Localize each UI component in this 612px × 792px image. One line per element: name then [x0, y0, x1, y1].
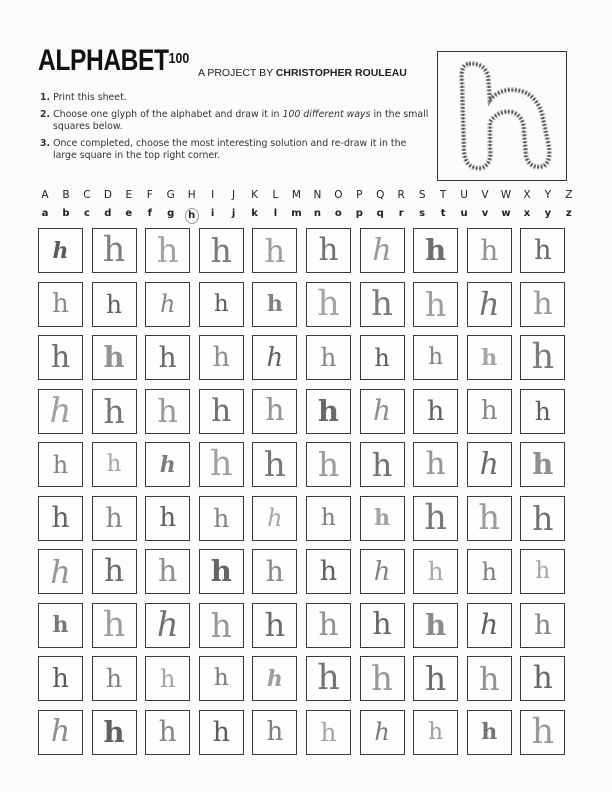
hand-drawn-h-icon: h [480, 233, 499, 267]
drawing-cell [520, 389, 565, 434]
hand-drawn-h-icon: h [532, 498, 554, 538]
letter-A: A [41, 189, 49, 201]
hand-drawn-h-icon: h [428, 344, 444, 370]
drawing-cell [92, 710, 137, 755]
hand-drawn-h-icon: h [157, 392, 178, 430]
letter-j: j [231, 208, 236, 219]
drawing-cell [306, 442, 351, 487]
drawing-cell [199, 228, 244, 273]
drawing-cell [199, 710, 244, 755]
hand-drawn-h-icon: h [371, 445, 393, 484]
hand-drawn-h-icon: h [481, 557, 497, 586]
drawing-cell [306, 282, 351, 327]
instruction-step-3 [40, 138, 430, 162]
letter-w: w [501, 208, 511, 219]
hand-drawn-h-icon: h [374, 718, 390, 746]
hand-drawn-h-icon: h [374, 505, 391, 531]
letter-D: D [103, 189, 112, 201]
drawing-cell [199, 282, 244, 327]
hand-drawn-h-icon: h [427, 557, 444, 586]
drawing-cell [92, 442, 137, 487]
drawing-cell [360, 603, 405, 648]
letter-O: O [334, 189, 343, 201]
drawing-cell [199, 549, 244, 594]
drawing-cell [467, 603, 512, 648]
drawing-cell [520, 335, 565, 380]
drawing-cell [38, 549, 83, 594]
drawing-cell [199, 603, 244, 648]
step-text: Once completed, choose the most interesting solution and re-draw it in the large square in the top right corner. [53, 138, 407, 161]
drawing-cell [252, 282, 297, 327]
hand-drawn-h-icon: h [49, 391, 72, 431]
hand-drawn-h-icon: h [321, 504, 336, 531]
step-text: Print this sheet. [53, 92, 127, 103]
hand-drawn-h-icon: h [210, 444, 233, 484]
drawing-cell [413, 656, 458, 701]
drawing-cell [413, 389, 458, 434]
drawing-cell [520, 549, 565, 594]
hand-drawn-h-icon: h [103, 714, 125, 749]
drawing-cell [199, 496, 244, 541]
drawing-cell [360, 496, 405, 541]
drawing-cell [252, 603, 297, 648]
hand-drawn-h-icon: h [50, 714, 71, 749]
hand-drawn-h-icon: h [481, 719, 498, 745]
drawing-cell [520, 442, 565, 487]
hand-drawn-h-icon: h [102, 230, 126, 270]
drawing-cell [92, 603, 137, 648]
drawing-cell [252, 335, 297, 380]
drawing-cell [252, 228, 297, 273]
byline-author: CHRISTOPHER ROULEAU [275, 67, 407, 79]
hand-drawn-h-icon: h [479, 446, 499, 482]
letter-L: L [272, 189, 279, 201]
letter-U: U [460, 189, 468, 201]
hand-drawn-h-icon: h [159, 664, 176, 693]
hand-drawn-h-icon: h [425, 284, 447, 324]
drawing-cell [520, 603, 565, 648]
hand-drawn-h-icon: h [478, 659, 500, 698]
letter-m: m [291, 208, 302, 219]
drawing-cell [92, 282, 137, 327]
drawing-cell [467, 496, 512, 541]
hand-drawn-h-icon: h [531, 337, 555, 377]
hand-drawn-h-icon: h [102, 604, 126, 645]
letter-Z: Z [565, 189, 573, 201]
drawing-cell [467, 442, 512, 487]
letter-P: P [356, 189, 363, 201]
drawing-cell [38, 656, 83, 701]
drawing-cell [306, 228, 351, 273]
hand-drawn-h-icon: h [213, 290, 229, 317]
hand-drawn-h-icon: h [266, 291, 283, 317]
drawing-cell [306, 656, 351, 701]
hand-drawn-h-icon: h [534, 609, 552, 641]
hand-drawn-h-icon: h [105, 502, 123, 534]
letter-X: X [523, 189, 531, 201]
hand-drawn-h-icon: h [424, 497, 447, 538]
drawing-cell [145, 603, 190, 648]
drawing-cell [252, 389, 297, 434]
hand-drawn-h-icon: h [52, 663, 69, 694]
hand-drawn-h-icon: h [535, 558, 551, 584]
drawing-cell [145, 656, 190, 701]
letter-r: r [398, 208, 404, 219]
letter-t: t [440, 208, 446, 219]
drawing-cell [38, 496, 83, 541]
letter-B: B [62, 189, 70, 201]
hand-drawn-h-icon: h [51, 501, 70, 534]
letter-Q: Q [376, 189, 385, 201]
hand-drawn-h-icon: h [371, 658, 394, 699]
hand-drawn-h-icon: h [52, 237, 69, 264]
letter-b: b [62, 208, 70, 219]
letter-f: f [147, 208, 152, 219]
hand-drawn-h-icon: h [266, 342, 284, 373]
instruction-step-1 [40, 92, 430, 104]
drawing-cell [199, 656, 244, 701]
instruction-step-2 [40, 109, 430, 133]
hand-drawn-h-icon: h [106, 664, 123, 693]
hand-drawn-h-icon: h [317, 393, 340, 428]
drawing-cell [467, 335, 512, 380]
hand-drawn-h-icon: h [159, 503, 177, 533]
hand-drawn-h-icon: h [481, 344, 498, 371]
hand-drawn-h-icon: h [103, 340, 125, 374]
hand-drawn-h-icon: h [106, 289, 123, 319]
hand-drawn-h-icon: h [318, 606, 339, 643]
letter-J: J [232, 189, 236, 201]
hand-drawn-h-icon: h [317, 283, 340, 324]
drawing-cell [413, 549, 458, 594]
hand-drawn-h-icon: h [212, 716, 230, 748]
hand-drawn-h-icon: h [213, 665, 229, 691]
drawing-cell [145, 228, 190, 273]
drawing-cell [360, 282, 405, 327]
hand-drawn-h-icon: h [534, 235, 552, 266]
drawing-cell [360, 656, 405, 701]
lowercase-alphabet [38, 208, 576, 224]
featured-drawing-box [437, 51, 567, 181]
hand-drawn-h-icon: h [478, 498, 501, 538]
hand-drawn-h-icon: h [210, 231, 232, 270]
drawing-cell [413, 710, 458, 755]
hand-drawn-h-icon: h [213, 503, 230, 533]
drawing-cell [252, 656, 297, 701]
hand-drawn-h-icon: h [319, 556, 338, 587]
drawing-cell [360, 335, 405, 380]
drawing-cell [145, 282, 190, 327]
step-number: 3. [40, 138, 51, 149]
byline [198, 67, 407, 79]
letter-F: F [146, 189, 153, 201]
hand-drawn-h-icon: h [428, 718, 444, 745]
drawing-cell [92, 228, 137, 273]
letter-W: W [500, 189, 512, 201]
drawing-cell [467, 389, 512, 434]
letter-V: V [481, 189, 489, 201]
hand-drawn-h-icon: h [480, 396, 498, 426]
drawing-cell [306, 710, 351, 755]
drawing-cell [252, 710, 297, 755]
hand-drawn-h-icon: h [532, 285, 553, 322]
step-text: in the small squares below. [53, 109, 429, 132]
hand-drawn-h-icon: h [532, 447, 554, 481]
letter-i: i [210, 208, 215, 219]
hand-drawn-h-icon: h [373, 556, 391, 587]
drawing-cell [360, 549, 405, 594]
hand-drawn-h-icon: h [50, 552, 71, 591]
hand-drawn-h-icon: h [425, 233, 447, 267]
hand-drawn-h-icon: h [266, 717, 284, 747]
letter-T: T [439, 189, 447, 201]
drawing-cell [199, 335, 244, 380]
drawing-cell [38, 603, 83, 648]
hand-drawn-h-icon: h [263, 444, 286, 485]
hand-drawn-h-icon: h [425, 607, 447, 642]
hand-drawn-h-icon: h [264, 606, 286, 644]
letter-E: E [125, 189, 133, 201]
step-number: 1. [40, 92, 51, 103]
letter-Y: Y [544, 189, 552, 201]
letter-k: k [251, 208, 258, 219]
uppercase-alphabet [38, 189, 576, 201]
drawing-cell [360, 710, 405, 755]
hand-drawn-h-icon: h [158, 340, 177, 374]
letter-o: o [334, 208, 342, 219]
hand-drawn-h-icon: h [317, 445, 340, 484]
drawing-cell [360, 389, 405, 434]
hand-drawn-h-icon: h [210, 605, 232, 645]
letter-H: H [187, 189, 196, 201]
letter-K: K [251, 189, 258, 201]
drawing-cell [199, 389, 244, 434]
hand-drawn-h-icon: h [480, 608, 499, 641]
drawing-cell [306, 496, 351, 541]
hand-drawn-h-icon: h [103, 391, 125, 431]
letter-c: c [83, 208, 90, 219]
hand-drawn-h-icon: h [159, 451, 176, 478]
hand-drawn-h-icon: h [267, 504, 283, 532]
letter-M: M [291, 189, 301, 201]
drawing-cell [520, 656, 565, 701]
drawing-cell [145, 335, 190, 380]
drawing-cell [360, 442, 405, 487]
hand-drawn-h-icon: h [320, 717, 337, 747]
hand-drawn-h-icon: h [532, 660, 553, 696]
hand-drawn-h-icon: h [212, 342, 230, 373]
drawing-cell [92, 496, 137, 541]
drawing-cell [252, 549, 297, 594]
step-emphasis: 100 different ways [282, 109, 371, 120]
hand-drawn-h-icon: h [52, 289, 69, 319]
hand-drawn-h-icon: h [374, 343, 390, 372]
drawing-cell [92, 656, 137, 701]
drawing-cell [306, 335, 351, 380]
letter-n: n [313, 208, 321, 219]
hand-drawn-h-icon: h [425, 446, 446, 482]
hand-drawn-h-icon: h [317, 658, 340, 698]
step-text: Choose one glyph of the alphabet and draw it in [53, 109, 280, 120]
drawing-cell [92, 389, 137, 434]
letter-s: s [419, 208, 426, 219]
drawing-cell [92, 335, 137, 380]
drawing-cell [467, 549, 512, 594]
drawing-cell [145, 710, 190, 755]
letter-a: a [41, 208, 49, 219]
hand-drawn-h-icon: h [52, 450, 69, 479]
drawing-cell [306, 389, 351, 434]
drawing-cell [145, 496, 190, 541]
step-number: 2. [40, 109, 51, 120]
drawing-cell [306, 603, 351, 648]
letter-g: g [167, 208, 175, 219]
hand-drawn-h-icon: h [266, 665, 283, 692]
drawing-cell [38, 335, 83, 380]
drawing-grid [38, 228, 565, 755]
letter-q: q [376, 208, 384, 219]
hand-drawn-h-icon: h [158, 715, 177, 748]
furry-h-drawing-icon [438, 52, 566, 180]
hand-drawn-h-icon: h [425, 659, 447, 698]
drawing-cell [38, 282, 83, 327]
hand-drawn-h-icon: h [373, 394, 392, 427]
letter-x: x [523, 208, 531, 219]
letter-R: R [397, 189, 405, 201]
hand-drawn-h-icon: h [159, 290, 176, 318]
hand-drawn-h-icon: h [265, 554, 284, 588]
drawing-cell [92, 549, 137, 594]
drawing-cell [252, 442, 297, 487]
hand-drawn-h-icon: h [371, 284, 394, 324]
drawing-cell [360, 228, 405, 273]
drawing-cell [145, 549, 190, 594]
letter-v: v [481, 208, 489, 219]
letter-h: h [185, 208, 199, 224]
drawing-cell [38, 228, 83, 273]
hand-drawn-h-icon: h [531, 711, 555, 752]
drawing-cell [145, 389, 190, 434]
drawing-cell [413, 228, 458, 273]
hand-drawn-h-icon: h [158, 553, 178, 589]
hand-drawn-h-icon: h [210, 554, 232, 588]
hand-drawn-h-icon: h [426, 395, 445, 427]
letter-e: e [125, 208, 133, 219]
drawing-cell [520, 282, 565, 327]
drawing-cell [306, 549, 351, 594]
letter-I: I [211, 189, 215, 201]
drawing-cell [520, 710, 565, 755]
letter-C: C [83, 189, 91, 201]
letter-d: d [104, 208, 112, 219]
hand-drawn-h-icon: h [104, 553, 125, 589]
drawing-cell [252, 496, 297, 541]
hand-drawn-h-icon: h [52, 612, 69, 638]
drawing-cell [413, 603, 458, 648]
hand-drawn-h-icon: h [318, 232, 339, 268]
drawing-cell [38, 442, 83, 487]
drawing-cell [467, 228, 512, 273]
hand-drawn-h-icon: h [320, 343, 337, 372]
drawing-cell [467, 710, 512, 755]
drawing-cell [413, 442, 458, 487]
hand-drawn-h-icon: h [265, 393, 285, 428]
drawing-cell [467, 282, 512, 327]
hand-drawn-h-icon: h [156, 605, 179, 645]
letter-z: z [565, 208, 572, 219]
hand-drawn-h-icon: h [211, 392, 232, 429]
drawing-cell [520, 496, 565, 541]
hand-drawn-h-icon: h [50, 339, 71, 375]
hand-drawn-h-icon: h [106, 451, 122, 477]
hand-drawn-h-icon: h [156, 230, 179, 271]
instructions [40, 92, 430, 167]
letter-u: u [460, 208, 468, 219]
drawing-cell [413, 335, 458, 380]
letter-G: G [166, 189, 175, 201]
hand-drawn-h-icon: h [264, 231, 286, 270]
page-title [38, 46, 189, 76]
hand-drawn-h-icon: h [372, 607, 392, 642]
letter-l: l [273, 208, 278, 219]
drawing-cell [413, 496, 458, 541]
title-text: ALPHABET [38, 44, 169, 77]
hand-drawn-h-icon: h [534, 396, 551, 426]
drawing-cell [38, 389, 83, 434]
drawing-cell [467, 656, 512, 701]
letter-S: S [418, 189, 426, 201]
drawing-cell [38, 710, 83, 755]
letter-y: y [544, 208, 552, 219]
drawing-cell [520, 228, 565, 273]
drawing-cell [199, 442, 244, 487]
letter-N: N [313, 189, 322, 201]
title-superscript: 100 [168, 50, 190, 67]
drawing-cell [145, 442, 190, 487]
hand-drawn-h-icon: h [478, 285, 500, 323]
hand-drawn-h-icon: h [372, 232, 392, 268]
drawing-cell [413, 282, 458, 327]
byline-prefix: A PROJECT BY [198, 67, 273, 79]
letter-p: p [355, 208, 363, 219]
